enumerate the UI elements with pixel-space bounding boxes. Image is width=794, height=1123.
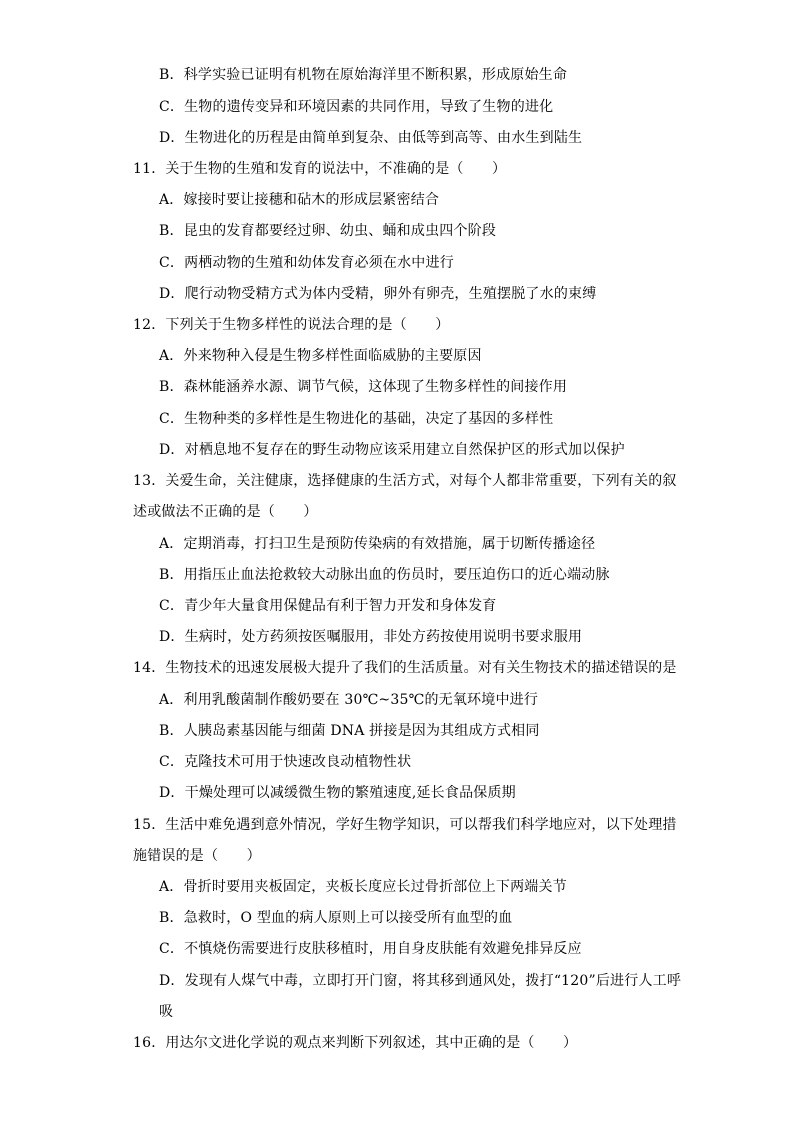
- option-b-q12: B．森林能涵养水源、调节气候，这体现了生物多样性的间接作用: [159, 379, 568, 395]
- option-b-q10: B．科学实验已证明有机物在原始海洋里不断积累，形成原始生命: [159, 67, 568, 83]
- option-a-q12: A．外来物种入侵是生物多样性面临威胁的主要原因: [159, 348, 482, 364]
- option-c-q14: C．克隆技术可用于快速改良动植物性状: [159, 754, 412, 770]
- option-c-q10: C．生物的遗传变异和环境因素的共同作用，导致了生物的进化: [159, 99, 554, 115]
- question-16: 16．用达尔文进化学说的观点来判断下列叙述，其中正确的是（ ）: [133, 1035, 578, 1051]
- option-d-q14: D．干燥处理可以减缓微生物的繁殖速度,延长食品保质期: [159, 785, 516, 801]
- option-d-q11: D．爬行动物受精方式为体内受精，卵外有卵壳，生殖摆脱了水的束缚: [159, 286, 597, 302]
- question-11: 11．关于生物的生殖和发育的说法中，不准确的是（ ）: [133, 161, 507, 177]
- option-d-q13: D．生病时，处方药须按医嘱服用，非处方药按使用说明书要求服用: [159, 629, 583, 645]
- option-a-q14: A．利用乳酸菌制作酸奶要在 30℃~35℃的无氧环境中进行: [159, 692, 539, 708]
- option-a-q13: A．定期消毒，打扫卫生是预防传染病的有效措施，属于切断传播途径: [159, 536, 596, 552]
- option-c-q12: C．生物种类的多样性是生物进化的基础，决定了基因的多样性: [159, 411, 554, 427]
- option-b-q14: B．人胰岛素基因能与细菌 DNA 拼接是因为其组成方式相同: [159, 723, 540, 739]
- question-14: 14．生物技术的迅速发展极大提升了我们的生活质量。对有关生物技术的描述错误的是: [133, 660, 677, 676]
- option-d-q15-continued: 吸: [159, 1004, 174, 1020]
- option-c-q13: C．青少年大量食用保健品有利于智力开发和身体发育: [159, 598, 497, 614]
- option-b-q11: B．昆虫的发育都要经过卵、幼虫、蛹和成虫四个阶段: [159, 223, 497, 239]
- question-13-continued: 述或做法不正确的是（ ）: [133, 504, 318, 520]
- question-13: 13．关爱生命，关注健康，选择健康的生活方式，对每个人都非常重要，下列有关的叙: [133, 473, 677, 489]
- option-c-q15: C．不慎烧伤需要进行皮肤移植时，用自身皮肤能有效避免排异反应: [159, 941, 582, 957]
- question-12: 12．下列关于生物多样性的说法合理的是（ ）: [133, 317, 450, 333]
- option-c-q11: C．两栖动物的生殖和幼体发育必须在水中进行: [159, 255, 454, 271]
- option-b-q13: B．用指压止血法抢救较大动脉出血的伤员时，要压迫伤口的近心端动脉: [159, 567, 610, 583]
- option-d-q15: D．发现有人煤气中毒，立即打开门窗，将其移到通风处，拨打“120”后进行人工呼: [159, 973, 682, 989]
- question-15-continued: 施错误的是（ ）: [133, 848, 261, 864]
- option-b-q15: B．急救时，O 型血的病人原则上可以接受所有血型的血: [159, 910, 513, 926]
- option-a-q11: A．嫁接时要让接穗和砧木的形成层紧密结合: [159, 192, 440, 208]
- option-d-q10: D．生物进化的历程是由简单到复杂、由低等到高等、由水生到陆生: [159, 130, 583, 146]
- option-d-q12: D．对栖息地不复存在的野生动物应该采用建立自然保护区的形式加以保护: [159, 442, 625, 458]
- question-15: 15．生活中难免遇到意外情况，学好生物学知识，可以帮我们科学地应对，以下处理措: [133, 817, 677, 833]
- option-a-q15: A．骨折时要用夹板固定，夹板长度应长过骨折部位上下两端关节: [159, 879, 567, 895]
